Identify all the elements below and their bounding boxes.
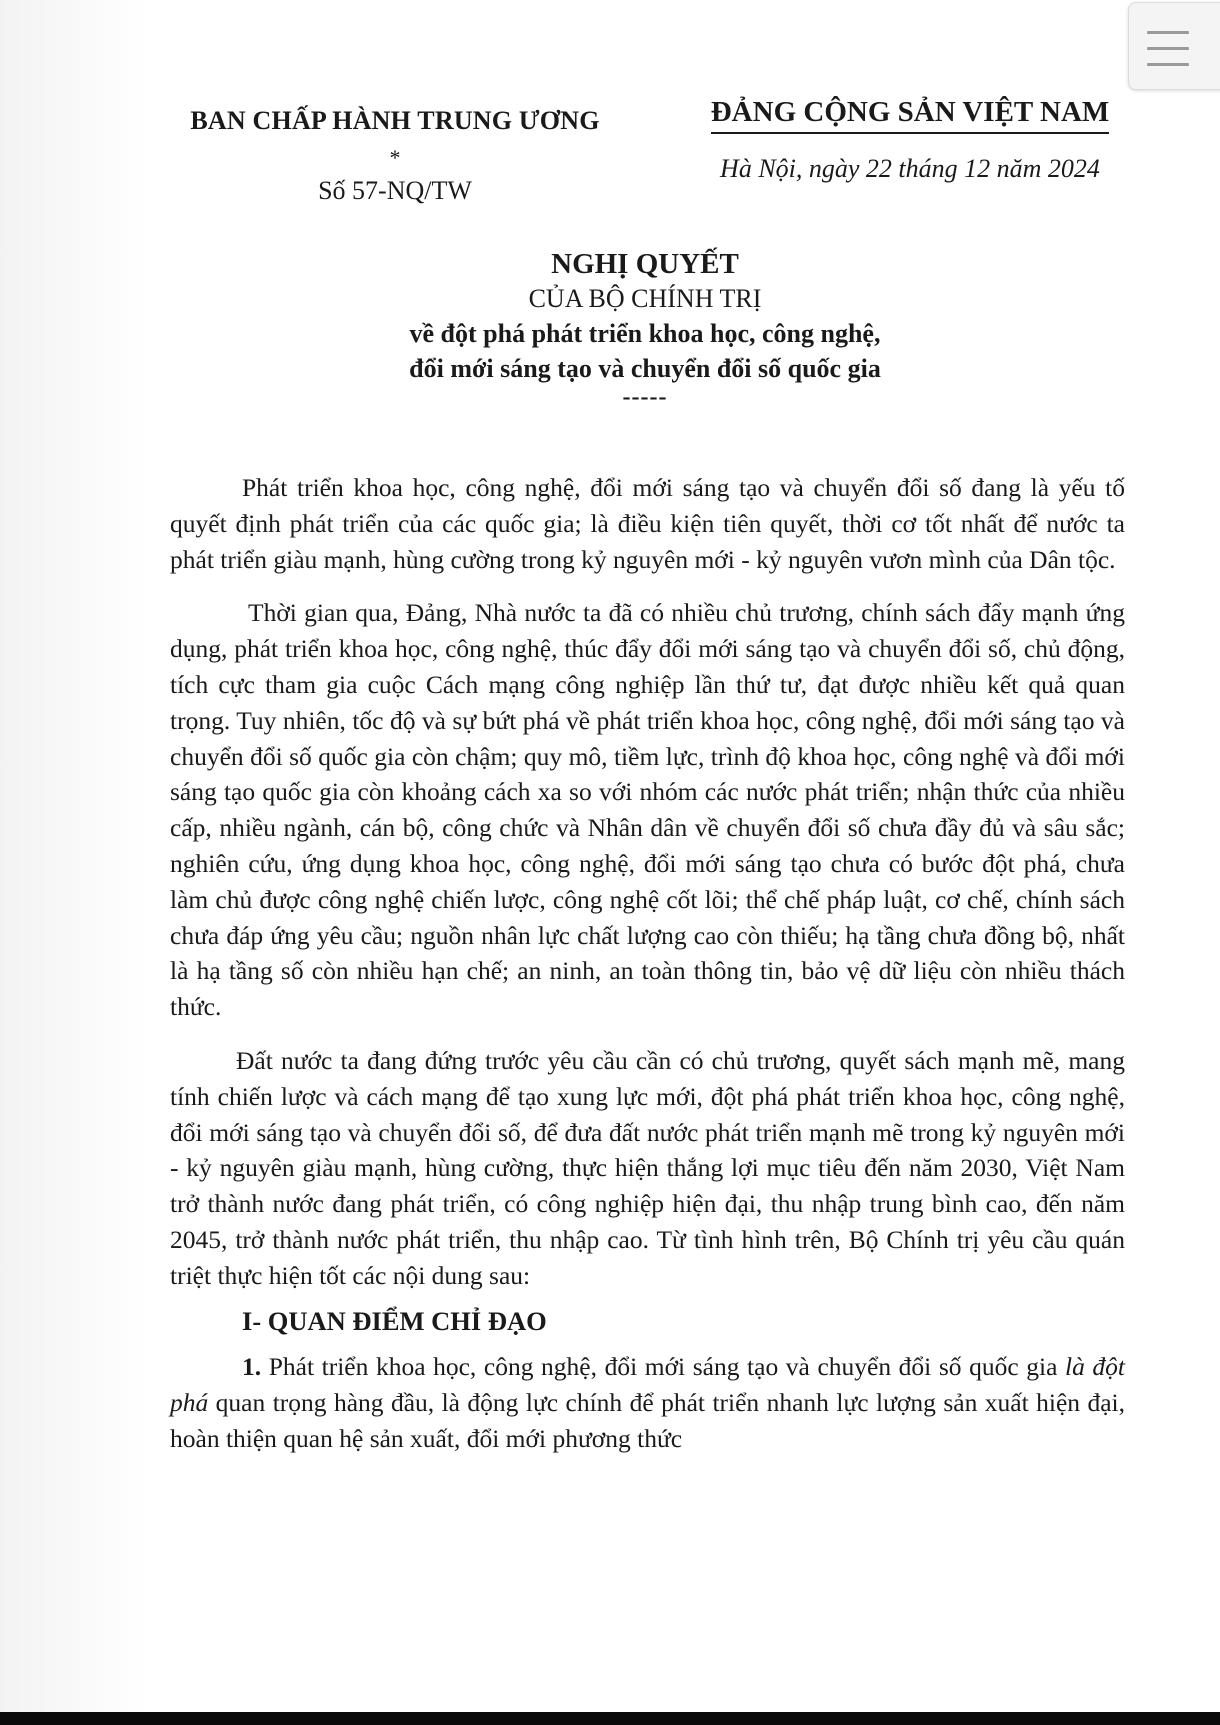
paragraph-3: Đất nước ta đang đứng trước yêu cầu cần có chủ trương, quyết sách mạnh mẽ, mang tính chiến lược và cách mạng để tạo xung lực mới, đột phá phát triển khoa học, công nghệ, đổi mới sáng tạo và chuyển đổi số, để đưa đất nước phát triển mạnh mẽ trong kỷ nguyên mới - kỷ nguyên giàu mạnh, hùng cường, thực hiện thắng lợi mục tiêu đến năm 2030, Việt Nam trở thành nước đang phát triển, có công nghiệp hiện đại, thu nhập trung bình cao, đến năm 2045, trở thành nước phát triển, thu nhập cao. Từ tình hình trên, Bộ Chính trị yêu cầu quán triệt thực hiện tốt các nội dung sau: [170,1045,1125,1290]
place-date: Hà Nội, ngày 22 tháng 12 năm 2024 [720,154,1100,183]
document-title: NGHỊ QUYẾT [551,248,739,280]
header-star: * [389,145,401,170]
organization-name: BAN CHẤP HÀNH TRUNG ƯƠNG [190,106,600,135]
document-topic-line2: đổi mới sáng tạo và chuyển đổi số quốc gia [409,354,881,383]
hamburger-menu-icon-bar [1147,47,1189,50]
hamburger-menu-icon-bar [1147,63,1189,66]
document-issuer: CỦA BỘ CHÍNH TRỊ [528,284,762,313]
document-body [170,470,1125,1457]
title-separator: ----- [622,384,668,410]
document-page [170,0,1125,1712]
scan-shadow [0,0,150,1712]
paragraph-1: Phát triển khoa học, công nghệ, đổi mới sáng tạo và chuyển đổi số đang là yếu tố quyết định phát triển của các quốc gia; là điều kiện tiên quyết, thời cơ tốt nhất để nước ta phát triển giàu mạnh, hùng cường trong kỷ nguyên mới - kỷ nguyên vươn mình của Dân tộc. [170,473,1125,574]
paragraph-2: Thời gian qua, Đảng, Nhà nước ta đã có nhiều chủ trương, chính sách đẩy mạnh ứng dụng, phát triển khoa học, công nghệ, thúc đẩy đổi mới sáng tạo và chuyển đổi số, chủ động, tích cực tham gia cuộc Cách mạng công nghiệp lần thứ tư, đạt được nhiều kết quả quan trọng. Tuy nhiên, tốc độ và sự bứt phá về phát triển khoa học, công nghệ, đổi mới sáng tạo và chuyển đổi số quốc gia còn chậm; quy mô, tiềm lực, trình độ khoa học, công nghệ và đổi mới sáng tạo quốc gia còn khoảng cách xa so với nhóm các nước phát triển; nhận thức của nhiều cấp, nhiều ngành, cán bộ, công chức và Nhân dân về chuyển đổi số chưa đầy đủ và sâu sắc; nghiên cứu, ứng dụng khoa học, công nghệ, đổi mới sáng tạo chưa có bước đột phá, chưa làm chủ được công nghệ chiến lược, công nghệ cốt lõi; thể chế pháp luật, cơ chế, chính sách chưa đáp ứng yêu cầu; nguồn nhân lực chất lượng cao còn thiếu; hạ tầng chưa đồng bộ, nhất là hạ tầng số còn nhiều hạn chế; an ninh, an toàn thông tin, bảo vệ dữ liệu còn nhiều thách thức. [170,598,1125,1022]
party-name: ĐẢNG CỘNG SẢN VIỆT NAM [711,96,1110,134]
title-block [170,246,1120,408]
bottom-bar [0,1712,1220,1725]
point-1-text-a: Phát triển khoa học, công nghệ, đổi mới sáng tạo và chuyển đổi số quốc gia [261,1352,1065,1382]
hamburger-menu-icon [1147,31,1189,34]
point-1-number: 1. [242,1352,262,1382]
point-1 [170,1349,1125,1456]
document-number: Số 57-NQ/TW [318,176,472,205]
hamburger-menu-button[interactable] [1128,2,1220,90]
document-topic-line1: về đột phá phát triển khoa học, công nghệ, [409,319,881,348]
header-left [170,106,620,206]
point-1-text-b: quan trọng hàng đầu, là động lực chính để phát triển nhanh lực lượng sản xuất hiện đại, hoàn thiện quan hệ sản xuất, đổi mới phương thức [170,1388,1125,1453]
header-right [695,96,1125,184]
point-1-emphasis: là đột phá [170,1352,1126,1418]
section-heading: I- QUAN ĐIỂM CHỈ ĐẠO [242,1305,547,1336]
